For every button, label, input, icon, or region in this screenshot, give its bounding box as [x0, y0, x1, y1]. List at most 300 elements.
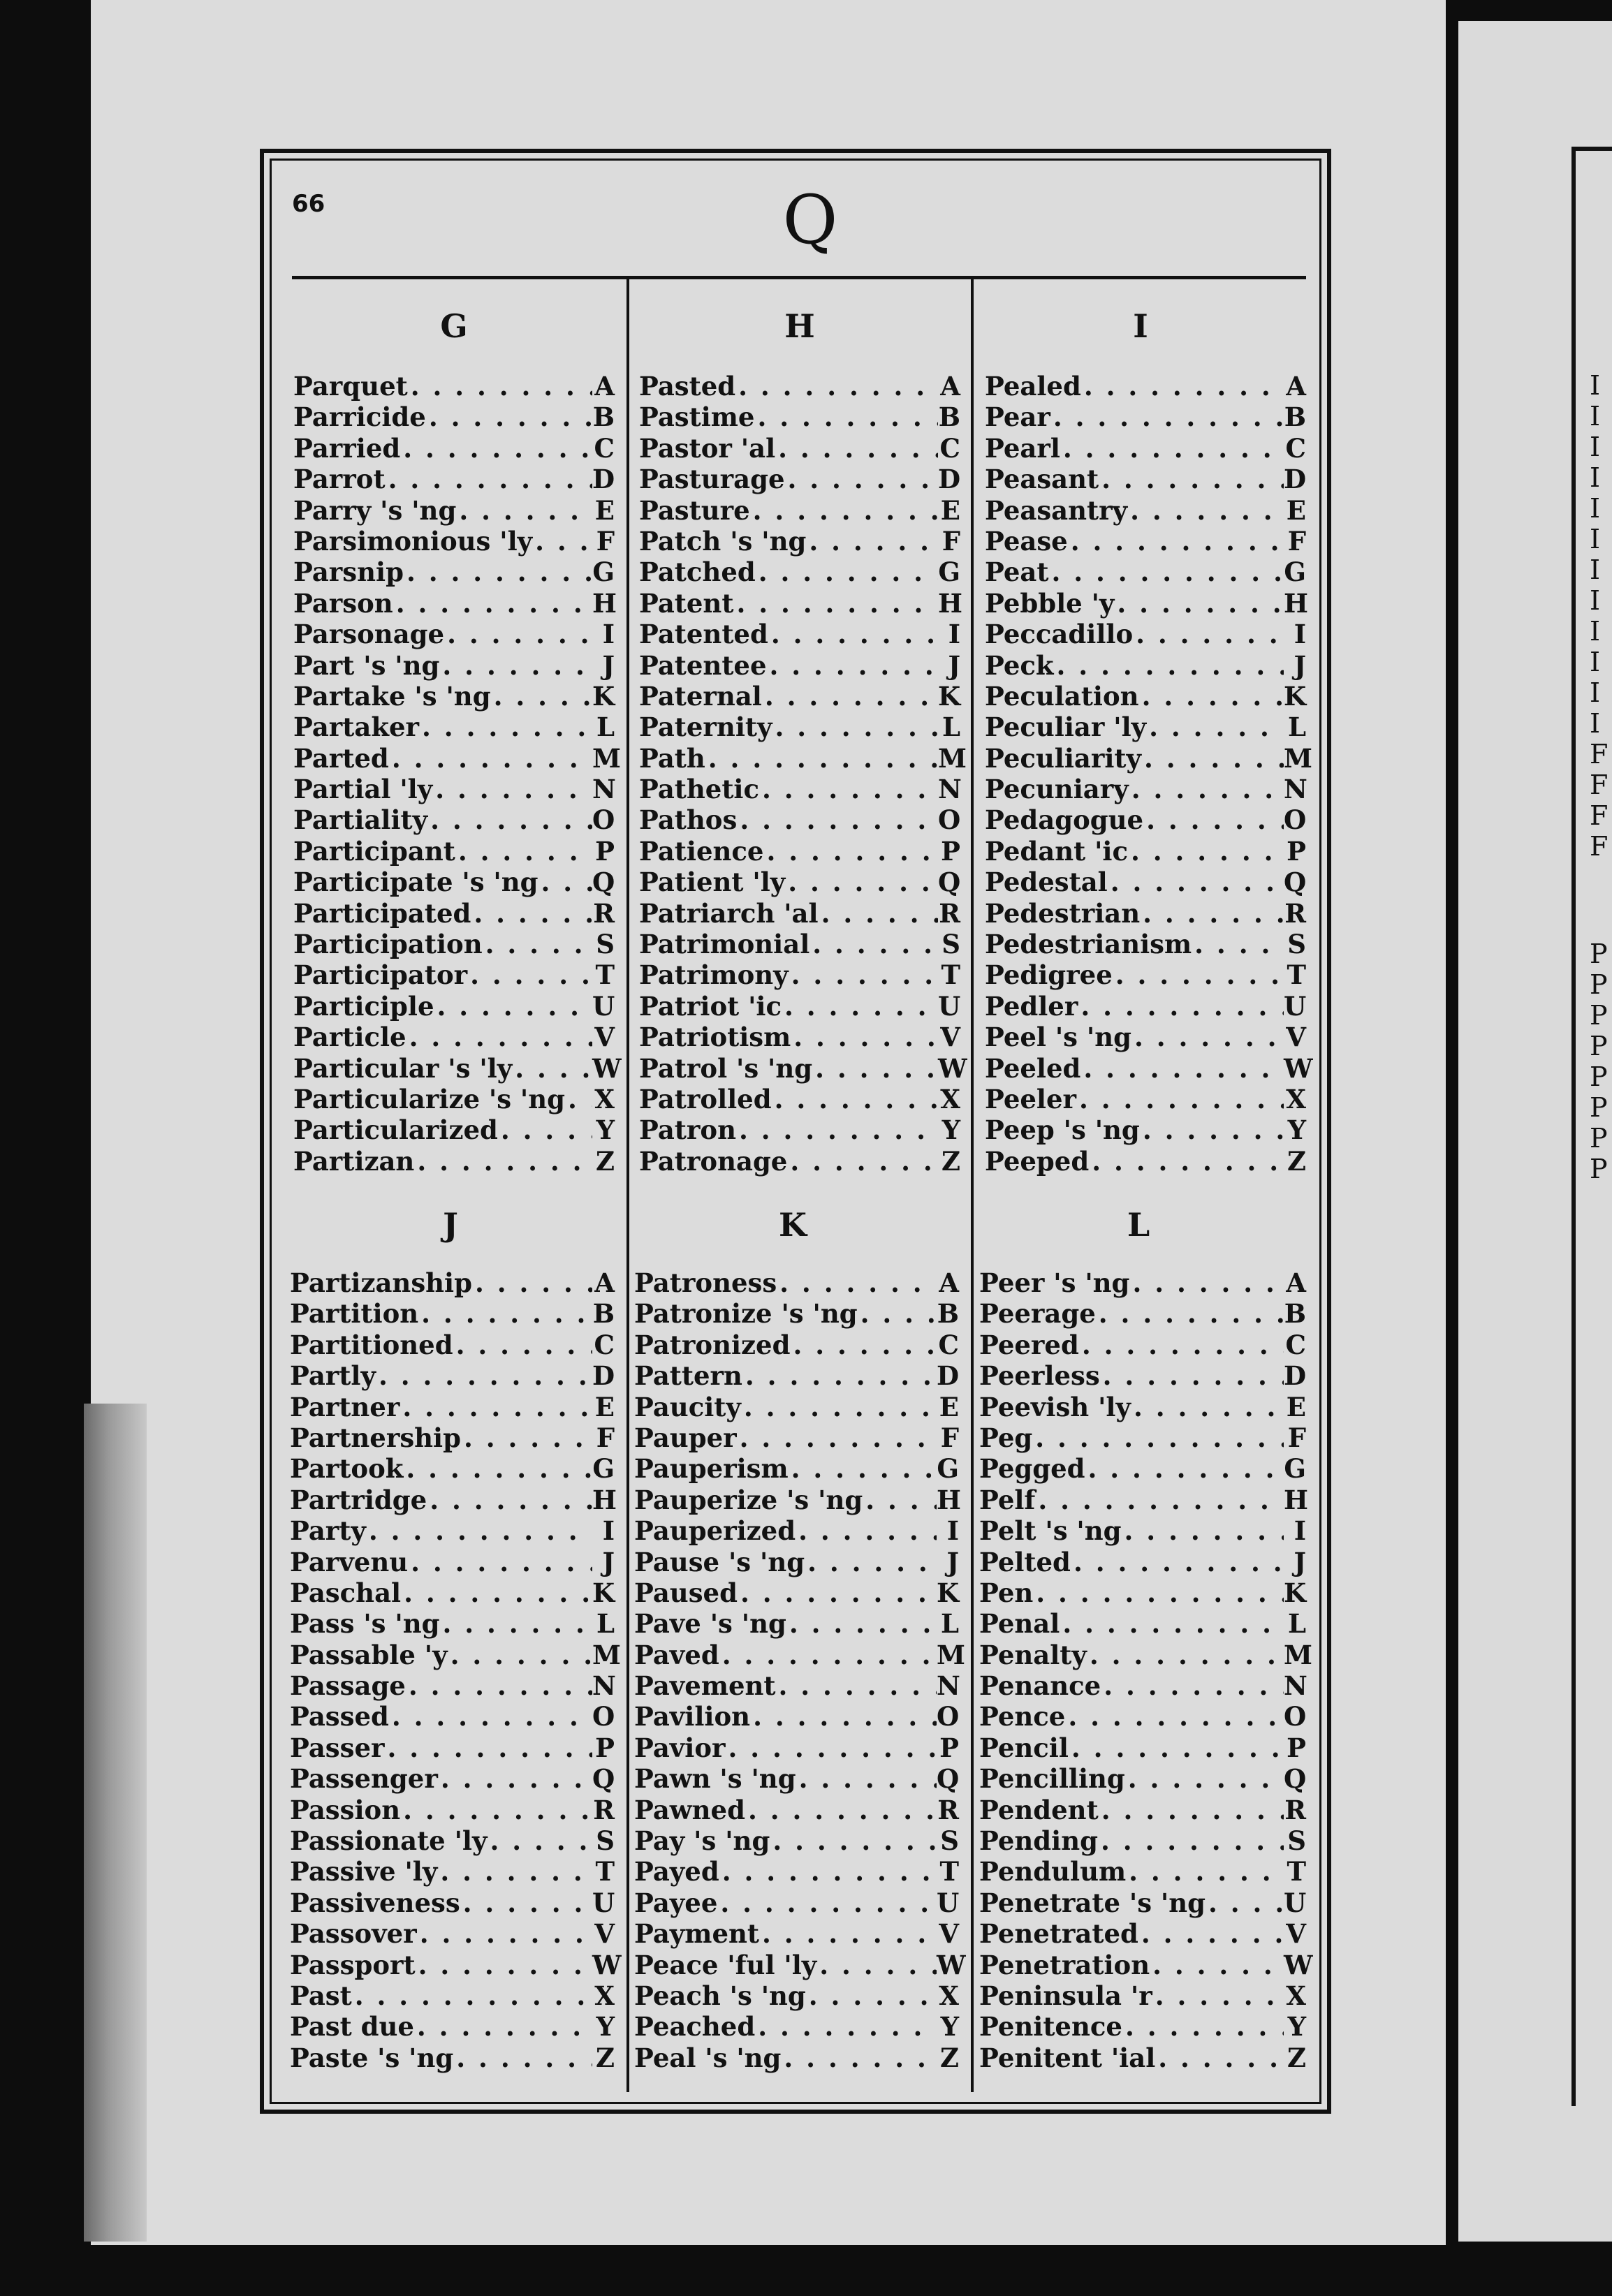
code-entry — [979, 1795, 1306, 1825]
dot-leader — [389, 1701, 592, 1732]
entry-code: W — [592, 1052, 622, 1084]
dot-leader — [1143, 804, 1284, 835]
entry-code: S — [941, 929, 960, 960]
dot-leader — [1140, 898, 1284, 929]
code-entry — [979, 1422, 1306, 1453]
entry-code: T — [1287, 1856, 1306, 1887]
entry-code: T — [1287, 959, 1306, 991]
entry-word: Peerless — [979, 1360, 1100, 1392]
entry-code: I — [946, 1515, 959, 1547]
entry-code: V — [594, 1022, 615, 1053]
entry-code: O — [592, 1701, 615, 1732]
entry-word: Pendulum — [979, 1856, 1127, 1887]
dot-leader — [1098, 1825, 1284, 1856]
entry-word: Passover — [290, 1918, 417, 1950]
code-entry — [985, 867, 1306, 897]
entry-code: J — [946, 1546, 959, 1577]
code-entry — [634, 1577, 959, 1608]
entry-code: I — [1294, 619, 1306, 650]
dot-leader — [437, 1856, 592, 1887]
code-entry — [979, 1918, 1306, 1949]
column-heading-h: H — [784, 307, 815, 345]
code-entry — [979, 1825, 1306, 1856]
entry-code: U — [592, 990, 615, 1022]
code-entry — [293, 526, 615, 557]
code-entry — [979, 2043, 1306, 2073]
entry-word: Penal — [979, 1608, 1060, 1640]
entry-word: Pence — [979, 1701, 1066, 1732]
code-entry — [293, 712, 615, 742]
dot-leader — [789, 1453, 937, 1484]
dot-leader — [759, 1918, 937, 1949]
code-entry — [634, 1392, 959, 1422]
dot-leader — [717, 1887, 937, 1918]
dot-leader — [1140, 1114, 1284, 1145]
dot-leader — [352, 1980, 592, 2011]
entry-word: Patriotism — [639, 1022, 791, 1053]
entry-code: K — [592, 1577, 615, 1608]
dot-leader — [1101, 1670, 1284, 1701]
entry-code: K — [937, 1577, 960, 1608]
code-entry — [979, 1515, 1306, 1546]
code-entry — [293, 588, 615, 619]
dot-leader — [1122, 2011, 1284, 2042]
entry-word: Passport — [290, 1949, 416, 1980]
entry-word: Patient 'ly — [639, 867, 786, 898]
code-entry — [293, 898, 615, 929]
code-entry — [979, 1670, 1306, 1701]
dot-leader — [1131, 1022, 1284, 1052]
header-rule — [292, 276, 1306, 279]
entry-word: Passion — [290, 1794, 401, 1825]
entry-code: M — [938, 742, 967, 774]
entry-word: Peg — [979, 1422, 1033, 1453]
entry-word: Patronage — [639, 1145, 788, 1177]
dot-leader — [1139, 681, 1284, 712]
entry-code: R — [593, 1794, 615, 1825]
code-entry — [293, 836, 615, 867]
entry-word: Passer — [290, 1732, 385, 1763]
dot-leader — [389, 743, 592, 774]
dot-leader — [1076, 1084, 1284, 1114]
entry-word: Pecuniary — [985, 774, 1129, 805]
dot-leader — [775, 433, 938, 464]
adjacent-page-letters — [1590, 370, 1612, 1184]
entry-code: J — [948, 649, 960, 681]
code-entry — [979, 1639, 1312, 1670]
entry-word: Peered — [979, 1329, 1079, 1360]
entry-code: W — [937, 1949, 966, 1980]
dot-leader — [756, 557, 938, 587]
dot-leader — [736, 1114, 938, 1145]
entry-code: U — [1284, 990, 1307, 1022]
entry-code: M — [592, 742, 621, 774]
entry-word: Partook — [290, 1453, 404, 1485]
dot-leader — [418, 1298, 592, 1329]
entry-word: Pass 's 'ng — [290, 1608, 440, 1640]
entry-code: C — [594, 1329, 615, 1360]
dot-leader — [498, 1114, 592, 1145]
entry-code: D — [592, 464, 615, 495]
entry-code: W — [938, 1052, 967, 1084]
entry-word: Payee — [634, 1887, 718, 1918]
entry-code: F — [1287, 525, 1306, 557]
code-entry — [985, 402, 1306, 432]
entry-word: Pavement — [634, 1670, 776, 1702]
entry-code: Y — [1287, 2011, 1306, 2043]
code-entry — [639, 1146, 960, 1177]
code-entry — [290, 2043, 615, 2073]
entry-word: Patrimonial — [639, 929, 810, 960]
dot-leader — [401, 1577, 592, 1608]
code-entry — [639, 712, 960, 742]
column-heading-k: K — [779, 1206, 807, 1244]
entry-code: L — [941, 712, 960, 743]
code-entry — [639, 1114, 960, 1145]
dot-leader — [1100, 1360, 1284, 1391]
code-entry — [293, 804, 615, 835]
dot-leader — [858, 1298, 937, 1329]
entry-word: Partnership — [290, 1422, 461, 1453]
dot-leader — [408, 1547, 592, 1577]
column-heading-i: I — [1133, 307, 1148, 345]
code-entry — [634, 1670, 959, 1701]
entry-code: O — [592, 804, 615, 836]
entry-word: Pearl — [985, 432, 1060, 464]
dot-leader — [414, 2011, 592, 2042]
code-entry — [293, 464, 615, 494]
entry-code: X — [594, 1980, 615, 2011]
entry-word: Pedler — [985, 990, 1078, 1022]
entry-code: R — [593, 897, 615, 929]
entry-word: Penalty — [979, 1639, 1087, 1670]
dot-leader — [386, 464, 592, 494]
dot-leader — [1099, 1795, 1284, 1825]
dot-leader — [1114, 588, 1284, 619]
entry-word: Pedigree — [985, 959, 1113, 991]
entry-word: Pelf — [979, 1484, 1036, 1515]
code-entry — [639, 495, 960, 526]
entry-word: Pasted — [639, 371, 736, 402]
entry-code: J — [1294, 1546, 1306, 1577]
code-entry — [290, 1577, 615, 1608]
entry-code: I — [1294, 1515, 1306, 1547]
code-entry — [293, 495, 615, 526]
page-number: 66 — [292, 190, 325, 218]
adjacent-page-letter: P — [1590, 1123, 1608, 1154]
dot-leader — [538, 867, 592, 897]
code-entry — [290, 1547, 615, 1577]
dot-leader — [432, 774, 592, 804]
entry-code: T — [595, 1856, 615, 1887]
entry-code: K — [1284, 680, 1307, 712]
code-entry — [293, 1114, 615, 1145]
dot-leader — [1065, 1701, 1284, 1732]
entry-code: P — [595, 1732, 615, 1763]
code-entry — [290, 1330, 615, 1360]
entry-word: Patron — [639, 1114, 736, 1146]
entry-word: Pawn 's 'ng — [634, 1763, 796, 1795]
code-entry — [290, 1918, 615, 1949]
entry-code: H — [1284, 1484, 1308, 1515]
entry-word: Pendent — [979, 1794, 1099, 1825]
entry-code: O — [937, 1701, 960, 1732]
code-entry — [979, 1392, 1306, 1422]
entry-word: Parsnip — [293, 557, 404, 588]
entry-word: Passage — [290, 1670, 406, 1702]
entry-word: Pedestrianism — [985, 929, 1192, 960]
code-entry — [293, 774, 615, 804]
adjacent-page-letter: F — [1590, 739, 1609, 770]
entry-word: Paternity — [639, 712, 772, 743]
code-entry — [293, 742, 621, 774]
code-entry — [985, 464, 1306, 494]
entry-word: Parted — [293, 742, 389, 774]
adjacent-page-letter: I — [1590, 493, 1601, 524]
entry-word: Participated — [293, 897, 471, 929]
dot-leader — [1150, 1950, 1284, 1980]
entry-code: Z — [939, 2042, 959, 2073]
entry-word: Partiality — [293, 804, 428, 836]
code-entry — [290, 1795, 615, 1825]
entry-code: X — [1286, 1980, 1306, 2011]
entry-word: Patrimony — [639, 959, 789, 991]
entry-code: N — [1284, 1670, 1307, 1702]
entry-code: Y — [596, 2011, 615, 2043]
entry-word: Parrot — [293, 464, 386, 495]
entry-code: C — [1285, 432, 1306, 464]
entry-word: Payed — [634, 1856, 719, 1887]
entry-code: A — [1286, 1267, 1306, 1298]
code-entry — [639, 371, 960, 402]
entry-word: Parry 's 'ng — [293, 494, 457, 526]
entry-word: Particle — [293, 1022, 406, 1053]
code-entry — [639, 650, 960, 681]
entry-code: M — [1284, 1639, 1312, 1670]
entry-word: Payment — [634, 1918, 759, 1950]
entry-code: O — [1284, 1701, 1307, 1732]
entry-word: Pedestal — [985, 867, 1108, 898]
dot-leader — [809, 929, 938, 959]
dot-leader — [1126, 1856, 1284, 1887]
code-entry — [293, 1052, 622, 1084]
code-entry — [639, 804, 960, 835]
entry-word: Peevish 'ly — [979, 1391, 1131, 1422]
entry-code: F — [596, 525, 615, 557]
code-entry — [985, 1052, 1313, 1084]
code-entry — [639, 557, 960, 587]
adjacent-page-letter: P — [1590, 1000, 1608, 1031]
entry-word: Pasture — [639, 494, 750, 526]
code-entry — [985, 588, 1306, 619]
entry-word: Pathetic — [639, 774, 760, 805]
entry-word: Patrolled — [639, 1083, 772, 1114]
code-entry — [985, 526, 1306, 557]
code-entry — [639, 433, 960, 464]
dot-leader — [742, 1360, 937, 1391]
entry-word: Passionate 'ly — [290, 1825, 488, 1857]
entry-code: H — [592, 587, 617, 619]
entry-word: Peck — [985, 649, 1054, 681]
adjacent-page-letter: P — [1590, 1154, 1608, 1184]
dot-leader — [1087, 1640, 1284, 1670]
entry-word: Partaker — [293, 712, 420, 743]
dot-leader — [426, 402, 592, 432]
entry-code: W — [1284, 1052, 1313, 1084]
code-entry — [979, 1330, 1306, 1360]
dot-leader — [805, 1547, 937, 1577]
dot-leader — [1079, 1330, 1284, 1360]
dot-leader — [1089, 1146, 1284, 1177]
entry-code: F — [941, 525, 960, 557]
code-entry — [290, 1949, 622, 1980]
entry-word: Pegged — [979, 1453, 1085, 1485]
dot-leader — [785, 867, 938, 897]
entry-word: Past due — [290, 2011, 414, 2043]
dot-leader — [1206, 1887, 1284, 1918]
entry-code: E — [594, 494, 615, 526]
entry-word: Parsonage — [293, 619, 445, 650]
dot-leader — [1081, 371, 1284, 402]
entry-word: Passed — [290, 1701, 389, 1732]
dot-leader — [366, 1515, 592, 1546]
dot-leader — [812, 1053, 938, 1084]
code-entry — [634, 1485, 959, 1515]
adjacent-page-letter: I — [1590, 616, 1601, 647]
entry-word: Pastor 'al — [639, 432, 776, 464]
dot-leader — [772, 1084, 938, 1114]
entry-code: Z — [1287, 2042, 1306, 2073]
entry-code: P — [1287, 835, 1306, 867]
dot-leader — [785, 464, 938, 494]
code-entry — [639, 1052, 967, 1084]
entry-code: E — [1286, 494, 1306, 526]
entry-code: Z — [595, 1145, 615, 1177]
entry-word: Parried — [293, 432, 401, 464]
dot-leader — [776, 1670, 937, 1701]
code-entry — [985, 959, 1306, 990]
entry-word: Pay 's 'ng — [634, 1825, 770, 1857]
entry-code: H — [1284, 587, 1308, 619]
dot-leader — [705, 743, 938, 774]
dot-leader — [1138, 1918, 1284, 1949]
dot-leader — [439, 1608, 592, 1639]
adjacent-page-letter: I — [1590, 432, 1601, 462]
entry-code: U — [1284, 1887, 1307, 1918]
entry-word: Participant — [293, 835, 455, 867]
entry-word: Paste 's 'ng — [290, 2042, 454, 2073]
entry-code: N — [592, 774, 616, 805]
entry-word: Pauperized — [634, 1515, 796, 1547]
dot-leader — [434, 991, 593, 1022]
dot-leader — [1033, 1577, 1284, 1608]
entry-code: P — [1287, 1732, 1306, 1763]
entry-code: C — [938, 1329, 959, 1360]
entry-code: X — [594, 1083, 615, 1114]
entry-code: C — [594, 432, 615, 464]
dot-leader — [1146, 712, 1284, 742]
code-entry — [639, 402, 960, 432]
dot-leader — [791, 1022, 938, 1052]
code-entry — [985, 991, 1306, 1022]
entry-code: P — [939, 1732, 959, 1763]
code-entry — [634, 2011, 959, 2042]
dot-leader — [1035, 1485, 1284, 1515]
code-entry — [634, 1795, 959, 1825]
entry-word: Peasantry — [985, 494, 1128, 526]
code-entry — [985, 1084, 1306, 1114]
code-entry — [634, 1732, 959, 1763]
entry-word: Particularize 's 'ng — [293, 1083, 566, 1114]
code-entry — [634, 1825, 959, 1856]
entry-code: B — [937, 1298, 959, 1330]
entry-word: Partly — [290, 1360, 376, 1392]
entry-word: Parricide — [293, 402, 426, 433]
adjacent-page-letter: P — [1590, 1061, 1608, 1092]
dot-leader — [754, 402, 938, 432]
dot-leader — [1050, 402, 1284, 432]
code-entry — [985, 650, 1306, 681]
entry-code: X — [940, 1083, 960, 1114]
entry-word: Peal 's 'ng — [634, 2042, 782, 2073]
entry-code: Z — [1287, 1145, 1306, 1177]
entry-word: Patroness — [634, 1267, 777, 1298]
dot-leader — [1068, 526, 1284, 557]
entry-word: Pebble 'y — [985, 587, 1115, 619]
entry-code: X — [939, 1980, 959, 2011]
entry-word: Peeler — [985, 1083, 1076, 1114]
entry-word: Participle — [293, 990, 434, 1022]
entry-code: G — [1284, 557, 1306, 588]
dot-leader — [1032, 1422, 1284, 1453]
dot-leader — [782, 991, 938, 1022]
code-entry — [985, 898, 1306, 929]
dot-leader — [755, 2011, 937, 2042]
code-entry — [639, 991, 960, 1022]
dot-leader — [565, 1084, 592, 1114]
code-entry — [290, 1856, 615, 1887]
dot-leader — [1069, 1732, 1284, 1763]
entry-code: T — [939, 1856, 959, 1887]
code-entry — [639, 774, 960, 804]
entry-word: Pen — [979, 1577, 1034, 1608]
dot-leader — [759, 774, 938, 804]
entry-code: E — [939, 1391, 959, 1422]
code-entry — [293, 929, 615, 959]
code-entry — [979, 1980, 1306, 2011]
dot-leader — [787, 1146, 938, 1177]
dot-leader — [806, 526, 938, 557]
entry-word: Patched — [639, 557, 756, 588]
dot-leader — [733, 588, 938, 619]
code-entry — [293, 1084, 615, 1114]
dot-leader — [404, 557, 592, 587]
code-entry — [985, 1022, 1306, 1052]
adjacent-page-letter: I — [1590, 554, 1601, 585]
dot-leader — [1125, 1763, 1284, 1794]
code-entry — [979, 1453, 1306, 1484]
code-entry — [639, 1022, 960, 1052]
section-letter: Q — [782, 181, 838, 259]
entry-code: B — [1284, 1298, 1306, 1330]
code-entry — [979, 1608, 1306, 1639]
entry-word: Pedestrian — [985, 897, 1141, 929]
dot-leader — [863, 1485, 937, 1515]
dot-leader — [1127, 495, 1284, 526]
code-entry — [634, 1422, 959, 1453]
code-entry — [293, 371, 615, 402]
dot-leader — [772, 712, 938, 742]
